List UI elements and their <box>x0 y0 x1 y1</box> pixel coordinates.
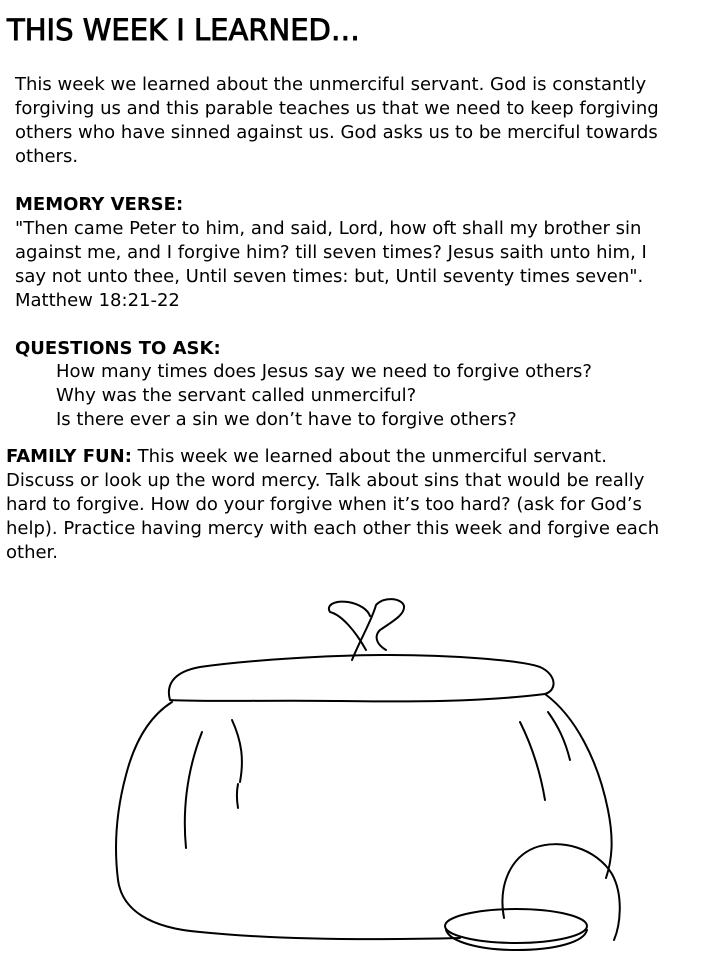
questions-heading: QUESTIONS TO ASK: <box>15 338 221 359</box>
memory-verse-line: against me, and I forgive him? till seven times? Jesus saith unto him, I <box>15 242 647 263</box>
question-item: Why was the servant called unmerciful? <box>56 385 417 406</box>
intro-line: forgiving us and this parable teaches us that we need to keep forgiving <box>15 98 659 119</box>
page-title: THIS WEEK I LEARNED… <box>7 13 360 47</box>
fold-line <box>520 722 545 800</box>
family-fun-first-line-text: This week we learned about the unmerciful servant. <box>131 446 607 467</box>
purse-body <box>116 702 460 939</box>
family-fun-line: help). Practice having mercy with each other this week and forgive each <box>6 518 660 539</box>
clasp-left-knob <box>329 602 370 650</box>
coin-standing <box>502 844 619 940</box>
family-fun-line: Discuss or look up the word mercy. Talk about sins that would be really <box>6 470 645 491</box>
family-fun-line: other. <box>6 542 59 563</box>
question-item: Is there ever a sin we don’t have to forgive others? <box>56 409 517 430</box>
intro-line: others who have sinned against us. God asks us to be merciful towards <box>15 122 658 143</box>
clasp-right-knob <box>352 599 404 660</box>
purse-frame <box>169 655 554 701</box>
memory-verse-line: say not unto thee, Until seven times: but, Until seventy times seven". <box>15 266 644 287</box>
intro-line: others. <box>15 146 79 167</box>
fold-line <box>548 712 570 760</box>
coin-flat <box>445 909 587 943</box>
family-fun-line: hard to forgive. How do your forgive when it’s too hard? (ask for God’s <box>6 494 642 515</box>
fold-line <box>232 720 242 782</box>
memory-verse-reference: Matthew 18:21-22 <box>15 290 180 311</box>
fold-line <box>185 732 202 848</box>
memory-verse-line: "Then came Peter to him, and said, Lord, how oft shall my brother sin <box>15 218 642 239</box>
coin-flat-edge <box>446 930 587 950</box>
question-item: How many times does Jesus say we need to forgive others? <box>56 361 592 382</box>
family-fun-label: FAMILY FUN: <box>6 446 132 467</box>
fold-line <box>237 784 238 808</box>
intro-line: This week we learned about the unmerciful servant. God is constantly <box>15 74 647 95</box>
memory-verse-heading: MEMORY VERSE: <box>15 194 184 215</box>
